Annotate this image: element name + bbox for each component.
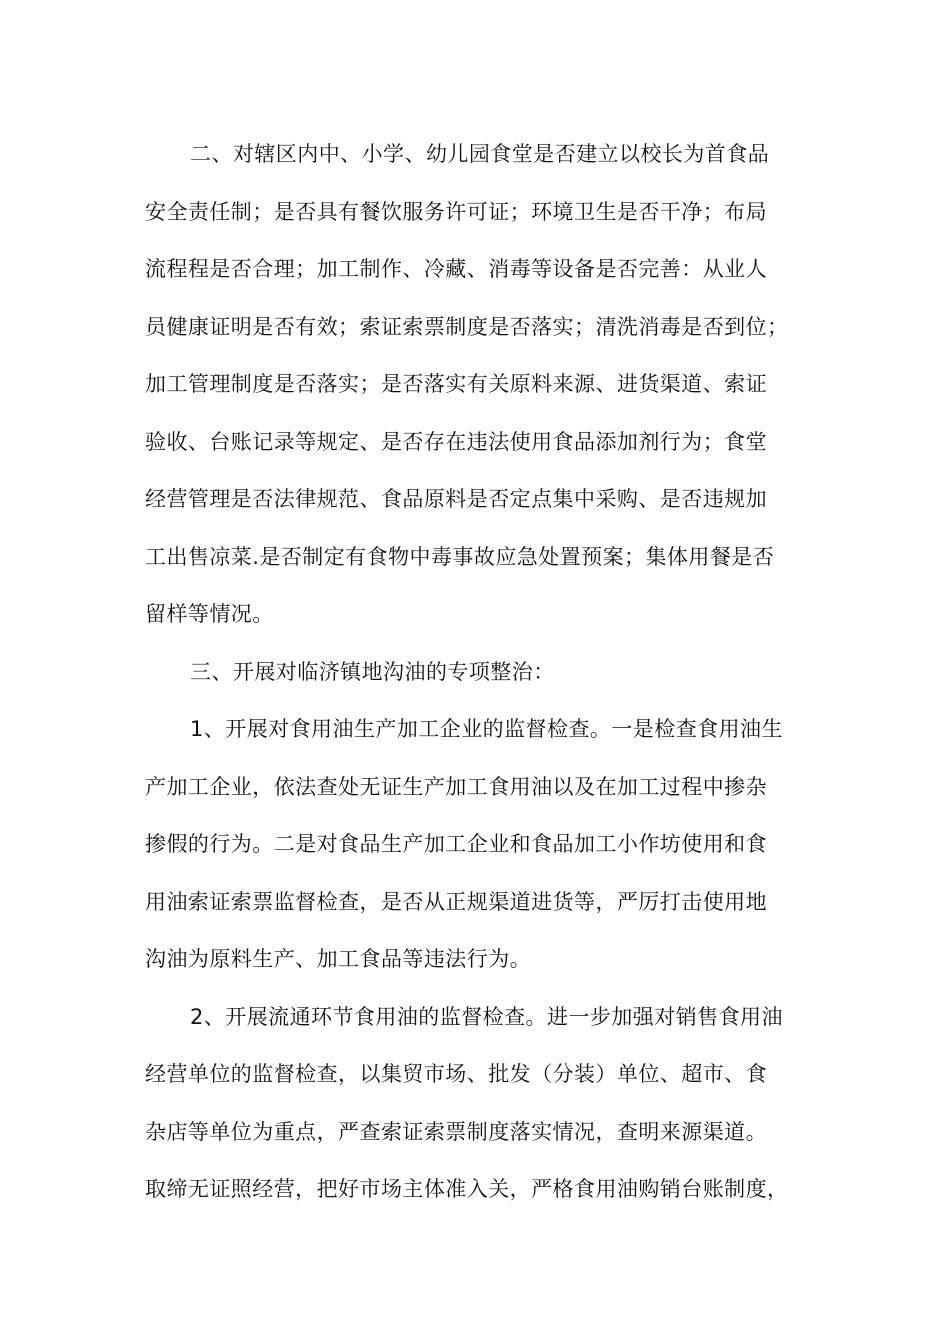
text-line: 三、开展对临济镇地沟油的专项整治： — [190, 659, 555, 684]
text-line: 沟油为原料生产、加工食品等违法行为。 — [145, 947, 532, 971]
text-line: 掺假的行为。二是对食品生产加工企业和食品加工小作坊使用和食 — [145, 832, 768, 856]
paragraph-circulation-inspection — [145, 989, 821, 1219]
text-line: 员健康证明是否有效；索证索票制度是否落实；清洗消毒是否到位； — [145, 314, 789, 339]
text-line: 2、开展流通环节食用油的监督检查。进一步加强对销售食用油 — [190, 1004, 783, 1029]
text-line: 工出售凉菜.是否制定有食物中毒事故应急处置预案；集体用餐是否 — [145, 544, 775, 569]
text-line: 杂店等单位为重点，严查索证索票制度落实情况，查明来源渠道。 — [145, 1119, 768, 1144]
paragraph-production-inspection — [145, 701, 821, 989]
text-line: 经营管理是否法律规范、食品原料是否定点集中采购、是否违规加 — [145, 487, 768, 511]
paragraph-canteen-inspection — [145, 126, 821, 644]
text-line: 取缔无证照经营，把好市场主体准入关，严格食用油购销台账制度， — [145, 1177, 789, 1201]
text-line: 用油索证索票监督检查，是否从正规渠道进货等，严厉打击使用地 — [145, 889, 768, 914]
text-line: 留样等情况。 — [145, 602, 274, 626]
document-body — [145, 126, 821, 1219]
text-line: 二、对辖区内中、小学、幼儿园食堂是否建立以校长为首食品 — [190, 142, 770, 166]
text-line: 1、开展对食用油生产加工企业的监督检查。一是检查食用油生 — [190, 717, 783, 741]
text-line: 安全责任制；是否具有餐饮服务许可证；环境卫生是否干净；布局 — [145, 199, 768, 224]
text-line: 验收、台账记录等规定、是否存在违法使用食品添加剂行为；食堂 — [145, 429, 768, 454]
section-heading-gutter-oil — [145, 644, 821, 702]
text-line: 流程程是否合理；加工制作、冷藏、消毒等设备是否完善：从业人 — [145, 257, 768, 281]
text-line: 经营单位的监督检查，以集贸市场、批发（分装）单位、超市、食 — [145, 1062, 768, 1086]
text-line: 加工管理制度是否落实；是否落实有关原料来源、进货渠道、索证 — [145, 372, 768, 396]
text-line: 产加工企业，依法查处无证生产加工食用油以及在加工过程中掺杂 — [145, 774, 768, 799]
